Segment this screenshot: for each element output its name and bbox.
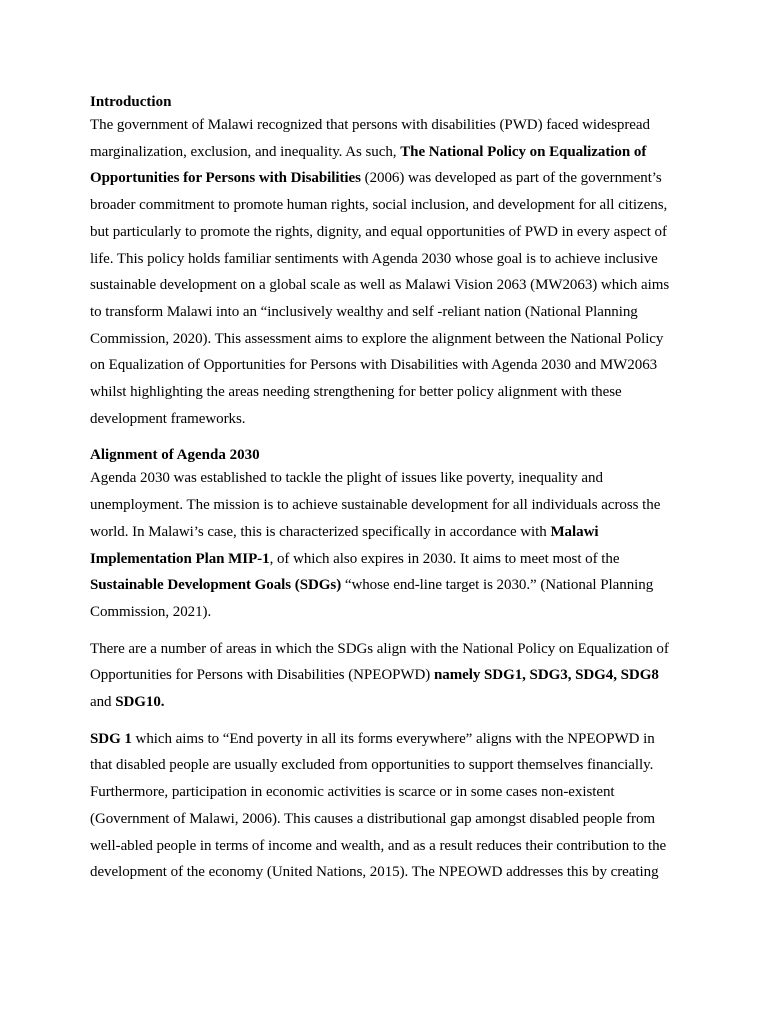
text-segment: (2006) was developed as part of the government’s broader commitment to promote human rights, social inclusion, and development for all citizens, but particularly to promote the rights, dignity, and equal opportunities of PWD in every aspect of life. This policy holds familiar sentiments with Agenda 2030 whose goal is to achieve inclusive sustainable development on a global scale as well as Malawi Vision 2063 (MW2063) which aims to transform Malawi into an “inclusively wealthy and self -reliant nation (National Planning Commission, 2020). This assessment aims to explore the alignment between the National Policy on Equalization of Opportunities for Persons with Disabilities with Agenda 2030 and MW2063 whilst highlighting the areas needing strengthening for better policy alignment with these development frameworks. — [90, 170, 670, 427]
paragraph-introduction — [90, 112, 678, 432]
paragraph-agenda-2030 — [90, 465, 678, 625]
text-segment: The government of Malawi recognized that persons with disabilities (PWD) faced widespread marginalization, exclusion, and inequality. As such, — [90, 117, 650, 160]
text-segment: and — [90, 694, 116, 711]
text-segment: “whose end-line target is 2030.” (National Planning Commission, 2021). — [90, 577, 654, 620]
bold-text-segment: namely SDG1, SDG3, SDG4, SDG8 — [433, 667, 659, 684]
bold-text-segment: SDG10. — [115, 694, 165, 711]
paragraph-sdg-1 — [90, 726, 678, 886]
text-segment: There are a number of areas in which the SDGs align with the National Policy on Equalization of Opportunities for Persons with Disabilities (NPEOPWD) — [90, 640, 669, 684]
bold-text-segment: SDG 1 — [90, 730, 132, 747]
bold-text-segment: The National Policy on Equalization of Opportunities for Persons with Disabilities — [90, 143, 647, 187]
paragraph-sdg-alignment — [90, 636, 678, 716]
text-segment: Agenda 2030 was established to tackle the plight of issues like poverty, inequality and unemployment. The mission is to achieve sustainable development for all individuals across the world. In Malawi’s case, this is characterized specifically in accordance with — [90, 470, 661, 540]
text-segment: which aims to “End poverty in all its forms everywhere” aligns with the NPEOPWD in that disabled people are usually excluded from opportunities to support themselves financially. Furthermore, participation in economic activities is scarce or in some cases non-existent (Government of Malawi, 2006). This causes a distributional gap amongst disabled people from well-abled people in terms of income and wealth, and as a result reduces their contribution to the development of the economy (United Nations, 2015). The NPEOWD addresses this by creating — [90, 730, 667, 881]
section-heading-introduction: Introduction — [90, 94, 172, 110]
section-heading-alignment: Alignment of Agenda 2030 — [90, 447, 260, 464]
bold-text-segment: Sustainable Development Goals (SDGs) — [90, 577, 342, 594]
text-segment: , of which also expires in 2030. It aims to meet most of the — [269, 550, 620, 567]
bold-text-segment: Malawi Implementation Plan MIP-1 — [90, 523, 599, 567]
